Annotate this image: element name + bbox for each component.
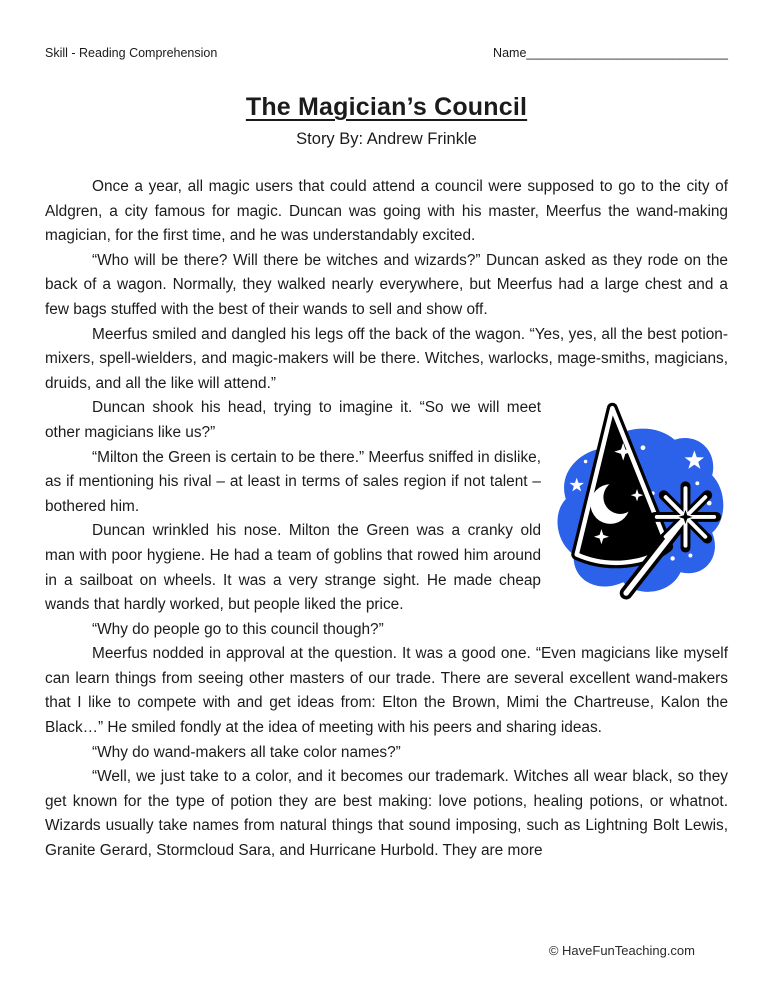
- blob-dot: [695, 482, 699, 486]
- story-paragraph: Duncan shook his head, trying to imagine it. “So we will meet other magicians like us?”: [45, 399, 541, 441]
- story-paragraph: Duncan wrinkled his nose. Milton the Green was a cranky old man with poor hygiene. He had a team of goblins that rowed him around in a sailboat on wheels. It was a very strange sight. He made cheap wands that hardly worked, but people liked the price.: [45, 522, 541, 614]
- story-paragraph: “Why do people go to this council though?”: [92, 620, 384, 638]
- wizard-hat-wand-svg: [550, 398, 728, 624]
- story-paragraph: Meerfus nodded in approval at the question. It was a good one. “Even magicians like myself can learn things from seeing other masters of our trade. There are several excellent wand-makers that I like to compete with and get ideas from: Elton the Brown, Mimi the Chartreuse, Kalon the Black…” He smiled fondly at the idea of meeting with his peers and sharing ideas.: [45, 645, 728, 737]
- blob-dot: [688, 554, 692, 558]
- story-paragraph: Meerfus smiled and dangled his legs off the back of the wagon. “Yes, yes, all the best potion-mixers, spell-wielders, and magic-makers will be there. Witches, warlocks, mage-smiths, magicians, druids, and all the like will attend.”: [45, 325, 728, 392]
- story-body: [45, 175, 728, 864]
- title-block: [45, 93, 728, 122]
- name-blank-line: _____________________________: [526, 46, 728, 60]
- story-paragraph: “Well, we just take to a color, and it becomes our trademark. Witches all wear black, so they get known for the type of potion they are best making: love potions, healing potions, or whatnot. Wizards usually take names from natural things that sound imposing, such as Lightning Bolt Lewis, Granite Gerard, Stormcloud Sara, and Hurricane Hurbold. They are more: [45, 768, 728, 860]
- wizard-hat-wand-illustration: [550, 398, 728, 624]
- blob-dot: [670, 557, 674, 561]
- copyright-footer: © HaveFunTeaching.com: [548, 943, 695, 958]
- blob-dot: [584, 460, 588, 464]
- story-paragraph: Once a year, all magic users that could attend a council were supposed to go to the city of Aldgren, a city famous for magic. Duncan was going with his master, Meerfus the wand-making magician, for the first time, and he was understandably excited.: [45, 178, 728, 245]
- blob-dot: [641, 446, 646, 451]
- story-paragraph: “Milton the Green is certain to be there.” Meerfus sniffed in dislike, as if mentioning his rival – at least in terms of sales region if not talent – bothered him.: [45, 448, 541, 515]
- byline: Story By: Andrew Frinkle: [296, 130, 477, 148]
- story-paragraph: “Who will be there? Will there be witches and wizards?” Duncan asked as they rode on the back of a wagon. Normally, they walked nearly everywhere, but Meerfus had a large chest and a few bags stuffed with the best of their wands to sell and show off.: [45, 251, 728, 318]
- name-label: Name: [493, 46, 527, 60]
- page-header: [45, 46, 728, 60]
- skill-label: Skill - Reading Comprehension: [45, 46, 218, 60]
- name-field: [493, 46, 728, 60]
- story-paragraph: “Why do wand-makers all take color names?”: [92, 743, 401, 761]
- page-title: The Magician’s Council: [245, 93, 528, 121]
